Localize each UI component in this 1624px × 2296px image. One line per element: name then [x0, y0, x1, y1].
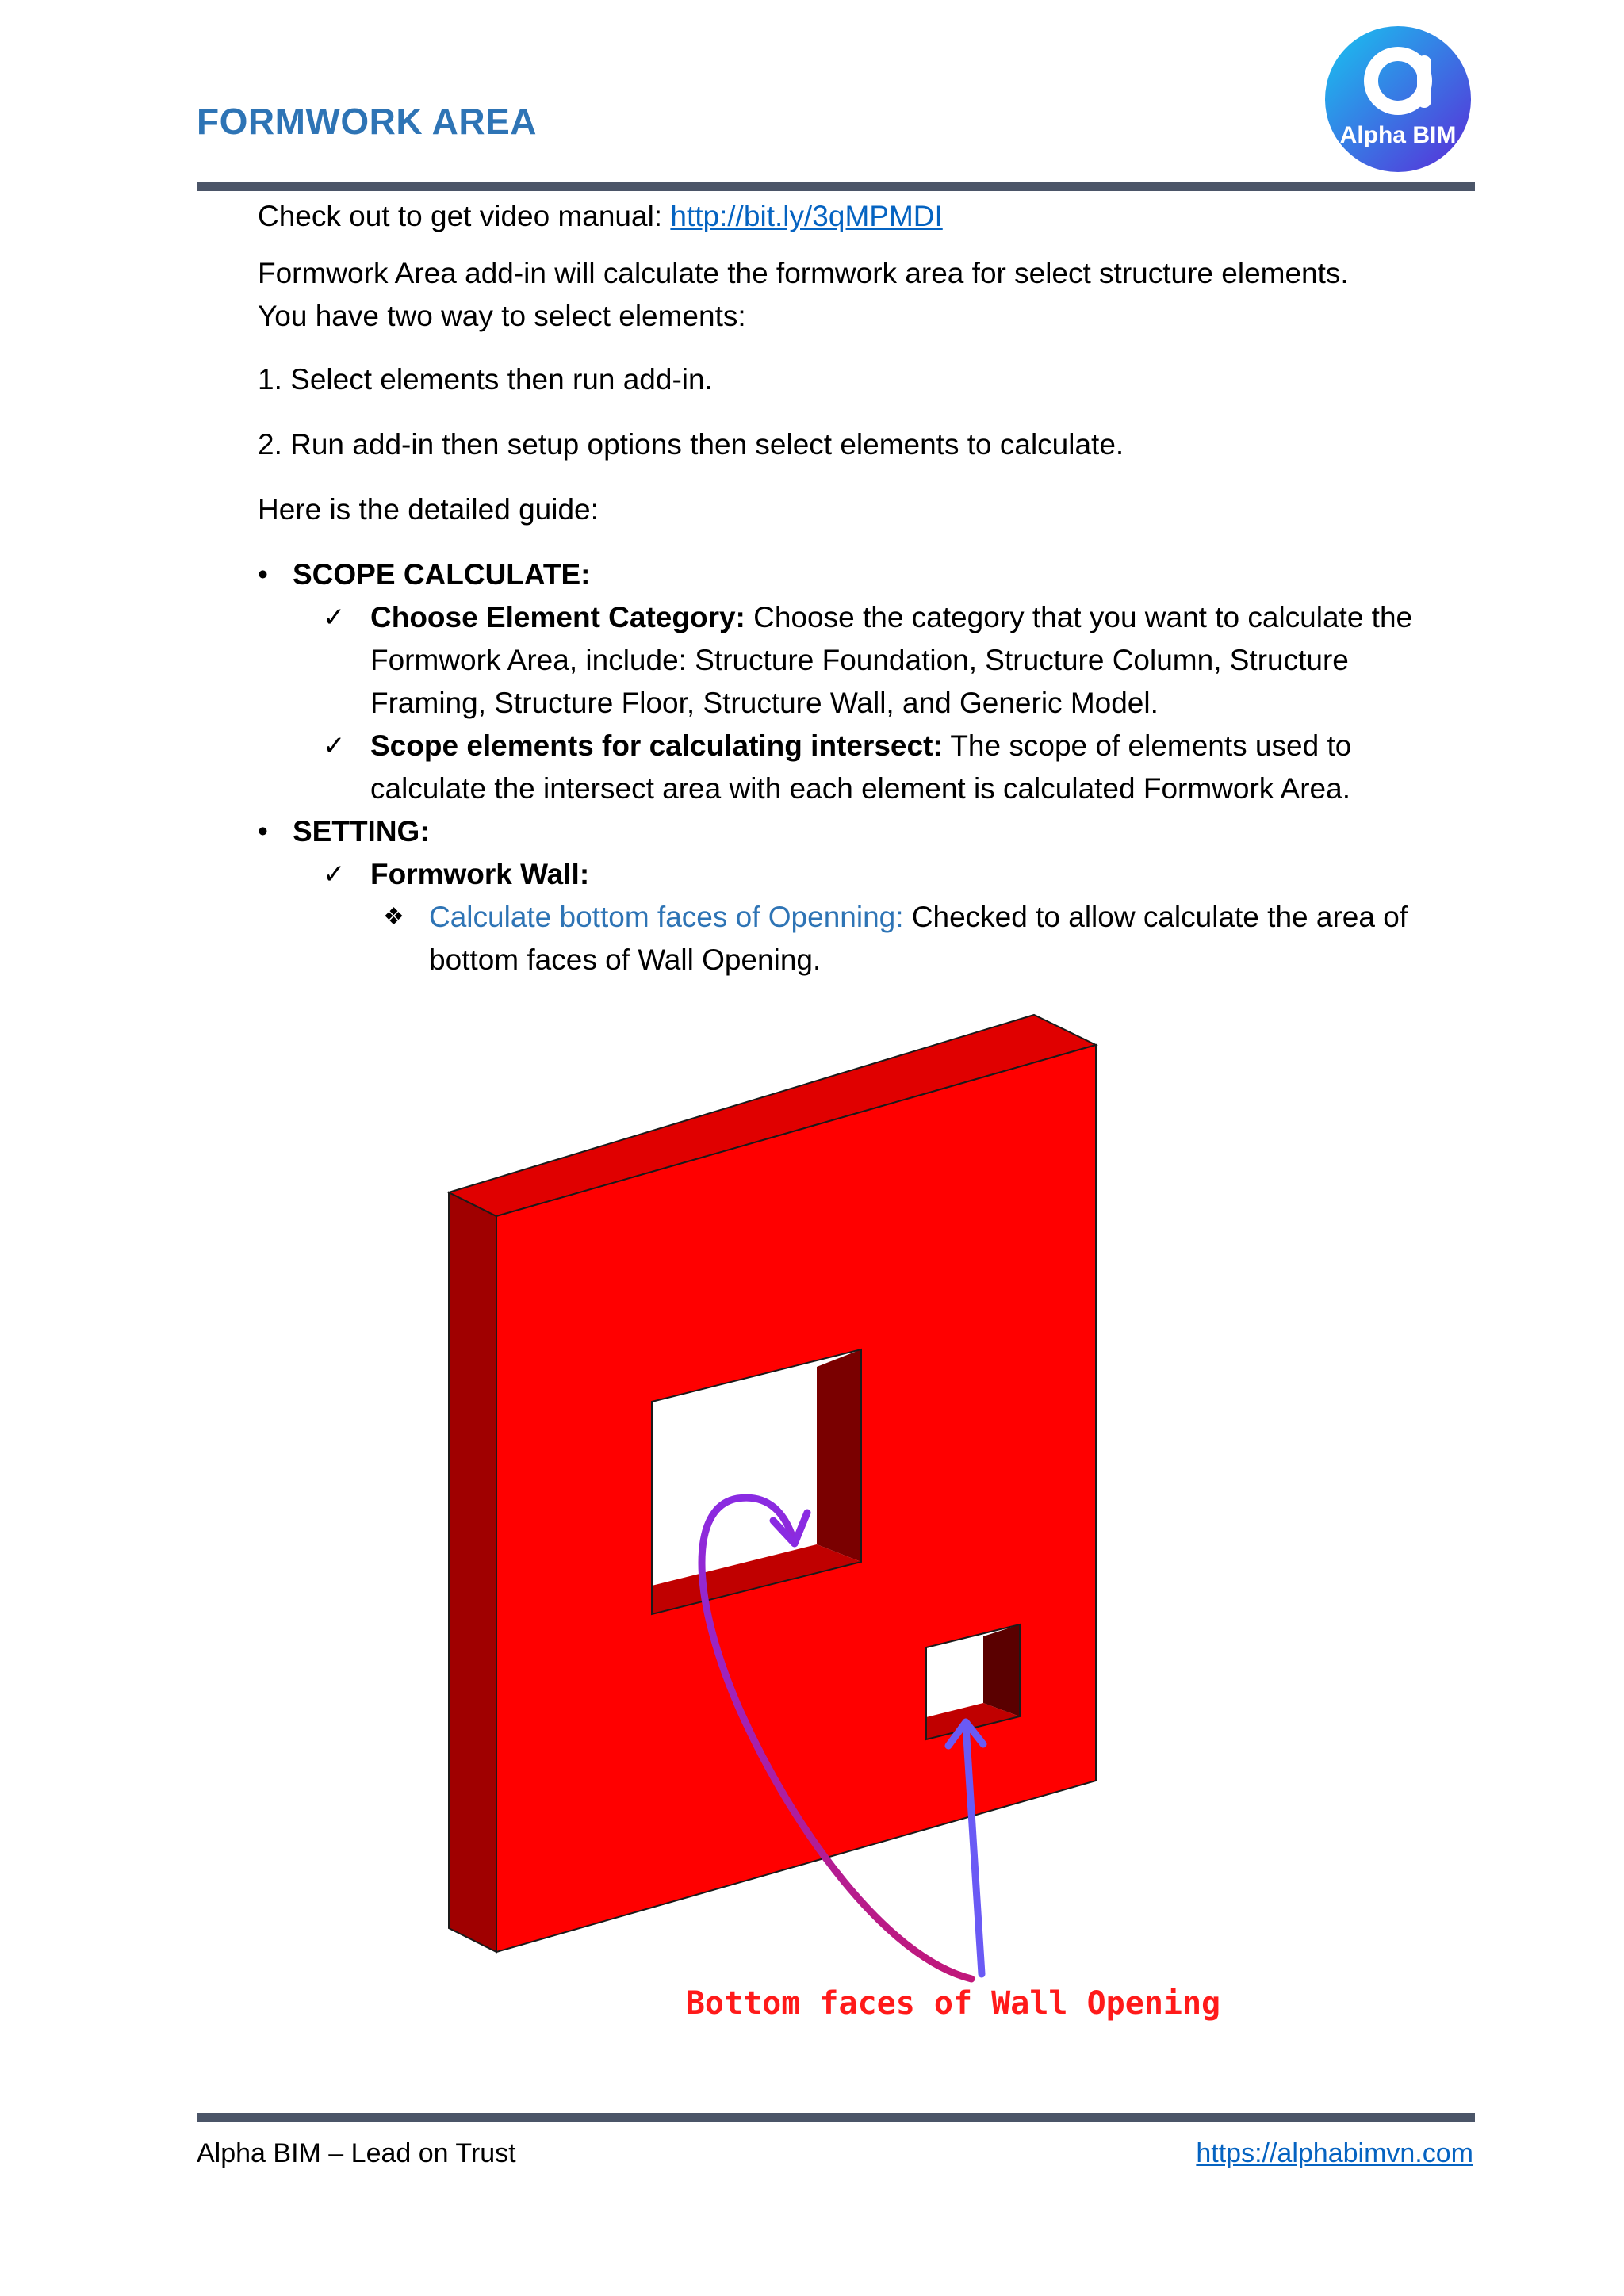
- small-opening-right-face: [983, 1624, 1020, 1716]
- checkmark-icon: ✓: [323, 859, 346, 890]
- list-item: [258, 725, 1463, 810]
- item-label: Formwork Wall:: [370, 858, 590, 890]
- bullet-icon: •: [258, 558, 268, 591]
- section-setting: [258, 810, 1463, 853]
- sub-item-text: Checked to allow calculate the area of bottom faces of Wall Opening.: [429, 901, 1408, 976]
- intro-paragraph: [258, 252, 1463, 338]
- video-prefix: Check out to get video manual:: [258, 200, 671, 232]
- intro-line-1: Formwork Area add-in will calculate the formwork area for select structure elements.: [258, 257, 1349, 289]
- sub-item-label: Calculate bottom faces of Openning:: [429, 901, 904, 933]
- item-label: Scope elements for calculating intersect:: [370, 729, 943, 762]
- alpha-bim-logo-icon: [1323, 24, 1473, 174]
- section-heading: SCOPE CALCULATE:: [293, 558, 591, 591]
- footer-tagline: Alpha BIM – Lead on Trust: [197, 2138, 516, 2168]
- large-opening-right-face: [817, 1349, 861, 1562]
- video-manual-line: [258, 195, 1463, 238]
- diamond-bullet-icon: ❖: [383, 904, 404, 930]
- step-1: 1. Select elements then run add-in.: [258, 363, 713, 396]
- bullet-icon: •: [258, 815, 268, 848]
- wall-illustration: [412, 991, 1269, 2061]
- document-body: [258, 195, 1463, 982]
- item-text: Choose the category that you want to calculate the Formwork Area, include: Structure Foundation, Structure Column, Structure Framing, Structure Floor, Structure Wall, and Generic Model.: [370, 601, 1413, 719]
- alpha-bim-logo: [1323, 24, 1473, 174]
- checkmark-icon: ✓: [323, 731, 346, 761]
- intro-line-2: You have two way to select elements:: [258, 300, 746, 332]
- section-scope-calculate: [258, 553, 1463, 596]
- step-2: 2. Run add-in then setup options then select elements to calculate.: [258, 428, 1124, 461]
- video-link[interactable]: http://bit.ly/3qMPMDI: [670, 200, 943, 232]
- logo-text: Alpha BIM: [1339, 122, 1457, 148]
- section-heading: SETTING:: [293, 815, 430, 848]
- footer-website-link[interactable]: https://alphabimvn.com: [1196, 2138, 1473, 2168]
- sub-list-item: [258, 896, 1463, 982]
- wall-opening-figure: [412, 991, 1269, 2061]
- page-title: FORMWORK AREA: [197, 101, 537, 142]
- list-item: [258, 596, 1463, 725]
- header-divider: [197, 182, 1475, 191]
- footer-divider: [197, 2113, 1475, 2122]
- list-item: [258, 853, 1463, 896]
- item-text: The scope of elements used to calculate the intersect area with each element is calculated Formwork Area.: [370, 729, 1352, 805]
- figure-caption: Bottom faces of Wall Opening: [685, 1985, 1221, 2022]
- item-label: Choose Element Category:: [370, 601, 745, 633]
- wall-side-face: [449, 1192, 496, 1952]
- guide-intro: Here is the detailed guide:: [258, 493, 599, 526]
- checkmark-icon: ✓: [323, 603, 346, 633]
